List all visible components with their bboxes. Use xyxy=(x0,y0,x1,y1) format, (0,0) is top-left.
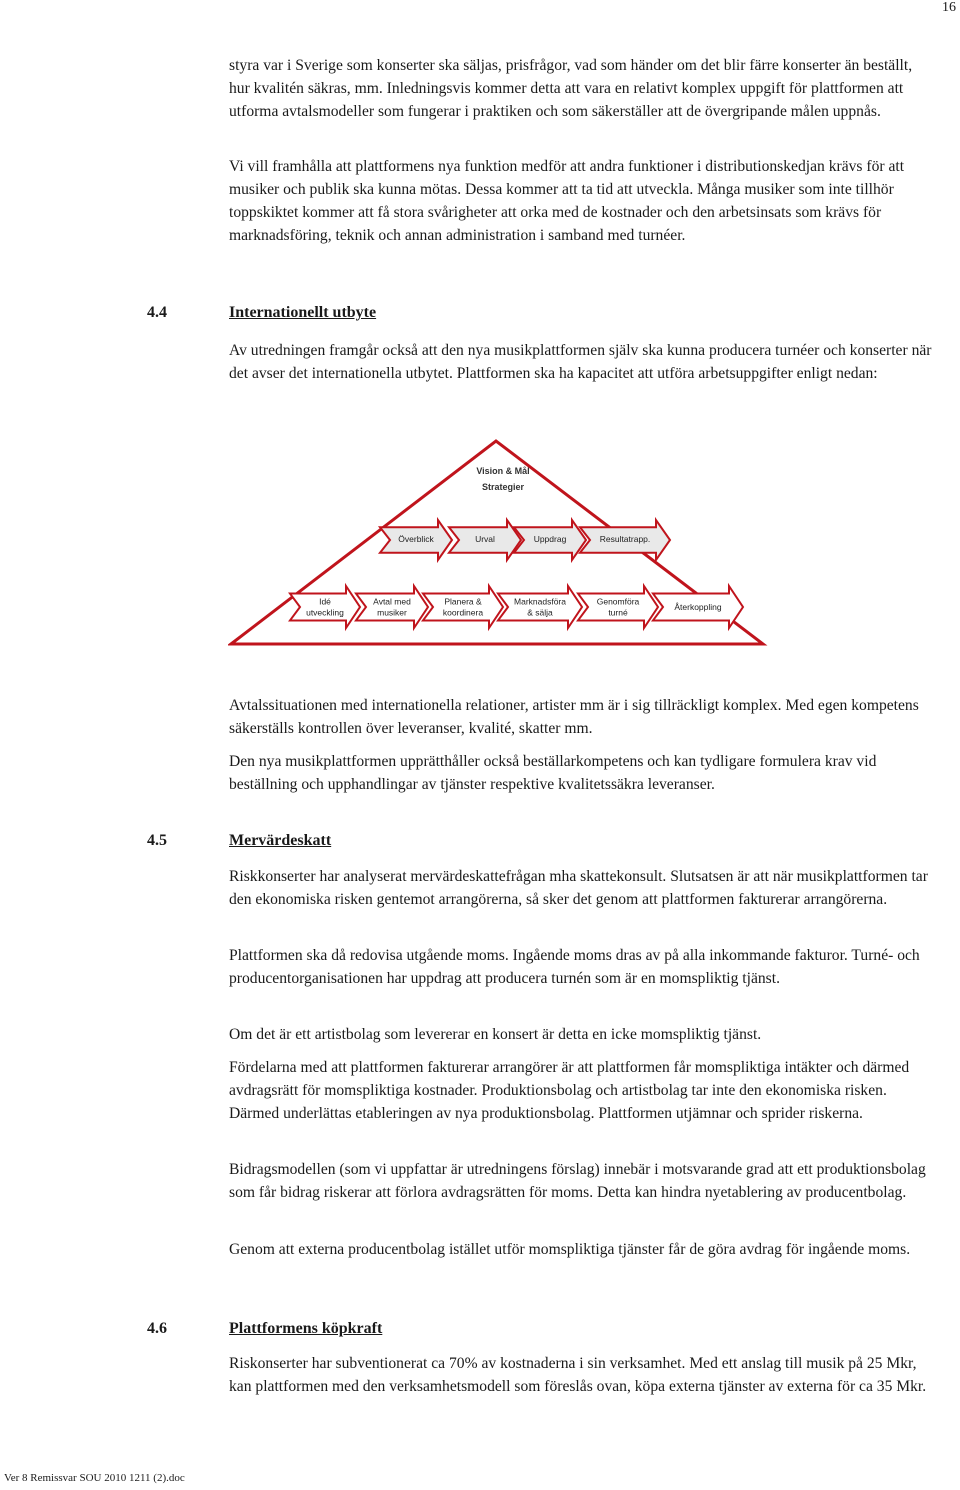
body-paragraph: Genom att externa producentbolag istället utför momspliktiga tjänster får de göra avdrag för ingående moms. xyxy=(229,1241,911,1258)
arrow-label: utveckling xyxy=(306,607,344,618)
section-title: Mervärdeskatt xyxy=(229,832,332,849)
diagram-top-line: Strategier xyxy=(481,482,525,492)
body-paragraph: Plattformen ska då redovisa utgående moms. Ingående moms dras av på alla inkommande fakturor. Turné- och producentorganisationen har uppdrag att producera turnén som är en momspliktig tjänst. xyxy=(229,947,920,987)
arrow-label: Återkoppling xyxy=(674,602,722,612)
section-title: Internationellt utbyte xyxy=(229,304,377,321)
arrow-label: Resultatrapp. xyxy=(599,534,651,544)
arrow-label: Uppdrag xyxy=(533,534,567,544)
process-pyramid-diagram xyxy=(228,438,768,648)
footer-filename: Ver 8 Remissvar SOU 2010 1211 (2).doc xyxy=(4,1472,185,1484)
body-paragraph: Fördelarna med att plattformen fakturerar arrangörer är att plattformen får momspliktiga intäkter och därmed avdragsrätt för momspliktiga kostnader. Produktionsbolag och artistbolag tar inte den ekonomiska risken. Därmed underlättas etableringen av nya produktionsbolag. Plattformen utjämnar och sprider riskerna. xyxy=(229,1059,910,1122)
body-paragraph: Avtalssituationen med internationella relationer, artister mm är i sig tillräckligt komplex. Med egen kompetens säkerställs kontrollen över leveranser, kvalité, skatter mm. xyxy=(229,697,919,737)
body-paragraph: Av utredningen framgår också att den nya musikplattformen själv ska kunna producera turnéer och konserter när det avser det internationella utbytet. Plattformen ska ha kapacitet att utföra arbetsuppgifter enligt nedan: xyxy=(229,342,932,382)
body-paragraph: Om det är ett artistbolag som levererar en konsert är detta en icke momspliktig tjänst. xyxy=(229,1026,762,1043)
page-number: 16 xyxy=(942,0,956,15)
arrow-label: Genomföra xyxy=(596,596,640,607)
arrow-label: koordinera xyxy=(442,607,484,618)
arrow-label: Planera & xyxy=(444,596,482,607)
section-number: 4.4 xyxy=(147,304,167,321)
arrow-label: & sälja xyxy=(527,607,553,618)
body-paragraph: Bidragsmodellen (som vi uppfattar är utredningens förslag) innebär i motsvarande grad att ett produktionsbolag som får bidrag riskerar att förlora avdragsrätten för moms. Detta kan hindra nyetablering av producentbolag. xyxy=(229,1161,926,1201)
arrow-label: Urval xyxy=(475,534,495,544)
body-paragraph: styra var i Sverige som konserter ska säljas, prisfrågor, vad som händer om det blir färre konserter än beställt, hur kvalitén säkras, mm. Inledningsvis kommer detta att vara en relativt komplex uppgift för plattformen att utforma avtalsmodeller som fungerar i praktiken och som säkerställer att de övergripande målen uppnås. xyxy=(229,57,913,120)
arrow-label: Överblick xyxy=(398,534,434,544)
body-paragraph: Riskonserter har subventionerat ca 70% av kostnaderna i sin verksamhet. Med ett anslag till musik på 25 Mkr, kan plattformen med den verksamhetsmodell som föreslås ovan, köpa externa tjänster av externa för ca 35 Mkr. xyxy=(229,1355,927,1395)
arrow-label: Avtal med xyxy=(373,596,411,607)
section-number: 4.6 xyxy=(147,1320,167,1337)
arrow-label: Marknadsföra xyxy=(514,596,566,607)
body-paragraph: Vi vill framhålla att plattformens nya funktion medför att andra funktioner i distributionskedjan krävs för att musiker och publik ska kunna mötas. Dessa kommer att ta tid att utveckla. Många musiker som inte tillhör toppskiktet kommer att få stora svårigheter att orka med de kostnader och den arbetsinsats som krävs för marknadsföring, teknik och annan administration i samband med turnéer. xyxy=(229,158,905,244)
body-paragraph: Riskkonserter har analyserat mervärdeskattefrågan mha skattekonsult. Slutsatsen är att när musikplattformen tar den ekonomiska risken gentemot arrangörerna, så sker det genom att plattformen fakturerar arrangörerna. xyxy=(229,868,928,908)
body-paragraph: Den nya musikplattformen upprätthåller också beställarkompetens och kan tydligare formulera krav vid beställning och upphandlingar av tjänster respektive kvalitetssäkra leveranser. xyxy=(229,753,877,793)
arrow-label: Idé xyxy=(319,596,331,607)
diagram-top-line: Vision & Mål xyxy=(476,466,530,476)
arrow-label: turné xyxy=(608,607,628,618)
section-title: Plattformens köpkraft xyxy=(229,1320,383,1337)
section-number: 4.5 xyxy=(147,832,167,849)
arrow-label: musiker xyxy=(377,607,407,618)
